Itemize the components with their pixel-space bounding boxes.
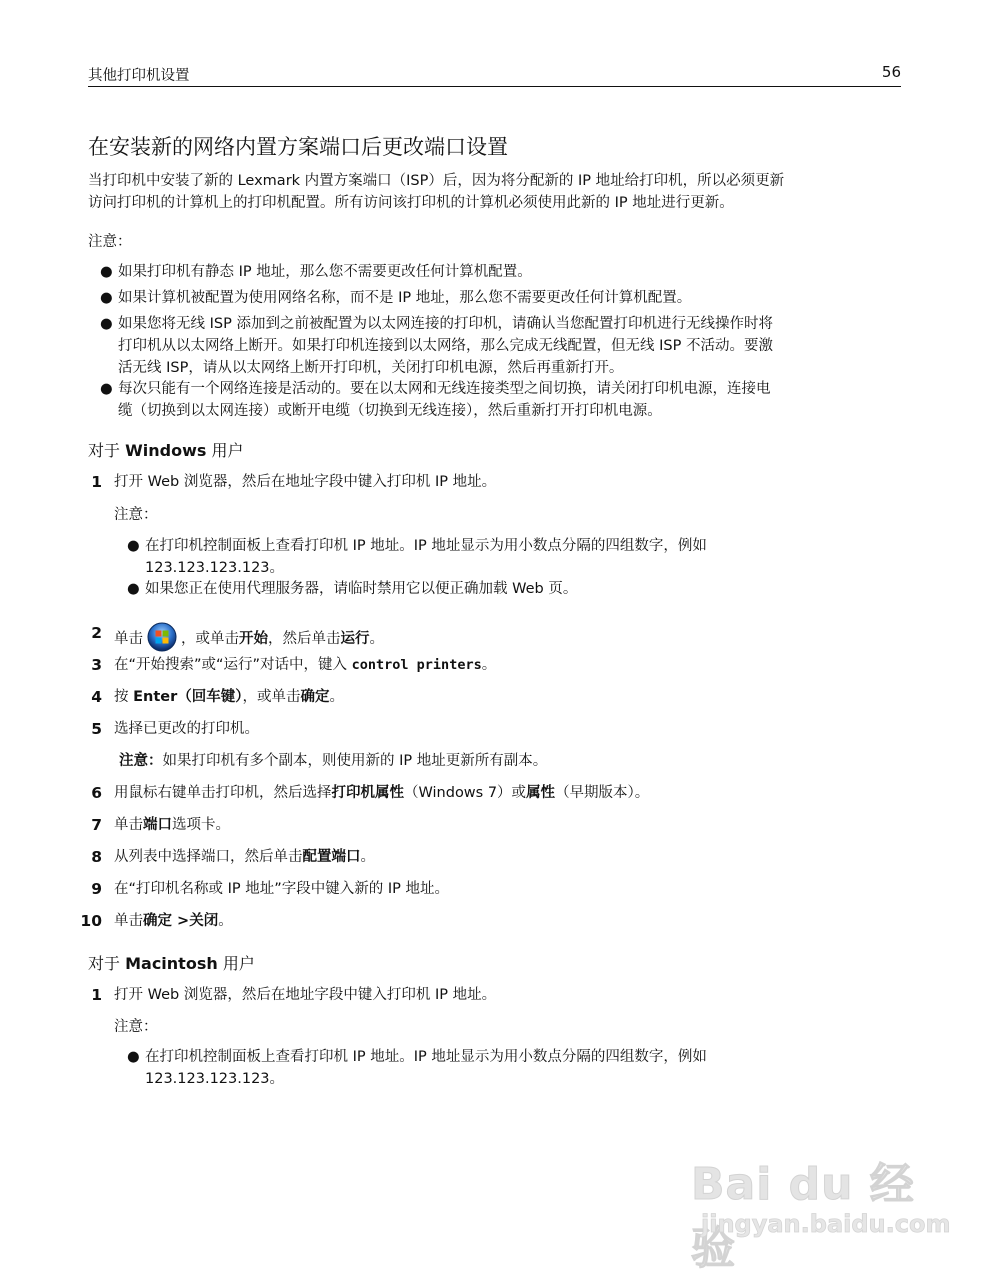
windows-step-10: 10 单击确定 >关闭。 <box>80 912 233 930</box>
section-title: 其他打印机设置 <box>88 68 190 84</box>
bullet-icon: ● <box>100 290 113 306</box>
bullet-icon: ● <box>100 316 113 332</box>
macintosh-heading: 对于 Macintosh 用户 <box>88 954 255 973</box>
windows-start-orb-icon[interactable] <box>147 622 177 652</box>
watermark-brand: Bai du 经验 <box>691 1159 915 1274</box>
mac-note-item: ● 在打印机控制面板上查看打印机 IP 地址。IP 地址显示为用小数点分隔的四组数字，例如 123.123.123.123。 <box>145 1046 925 1090</box>
note-item: ● 如果计算机被配置为使用网络名称，而不是 IP 地址，那么您不需要更改任何计算机配置。 <box>118 287 898 309</box>
windows-heading: 对于 Windows 用户 <box>88 441 244 460</box>
note-item: ● 如果打印机有静态 IP 地址，那么您不需要更改任何计算机配置。 <box>118 261 898 283</box>
page-number: 56 <box>881 63 901 81</box>
intro-paragraph: 当打印机中安装了新的 Lexmark 内置方案端口（ISP）后，因为将分配新的 IP 地址给打印机，所以必须更新 访问打印机的计算机上的打印机配置。所有访问该打印机的计算机必须使用此新的 IP 地址进行更新。 <box>88 173 785 211</box>
windows-step-9: 9 在“打印机名称或 IP 地址”字段中键入新的 IP 地址。 <box>91 880 449 898</box>
windows-step-1: 1 打开 Web 浏览器，然后在地址字段中键入打印机 IP 地址。 <box>91 473 497 491</box>
windows-step-4: 4 按 Enter（回车键），或单击确定。 <box>91 688 345 706</box>
step-note-item: ● 在打印机控制面板上查看打印机 IP 地址。IP 地址显示为用小数点分隔的四组数字，例如 123.123.123.123。 <box>145 535 925 579</box>
bullet-icon: ● <box>127 1049 140 1065</box>
windows-step-5: 5 选择已更改的打印机。 <box>91 720 259 738</box>
step-note-item: ● 如果您正在使用代理服务器，请临时禁用它以便正确加载 Web 页。 <box>145 578 925 600</box>
bullet-icon: ● <box>127 581 140 597</box>
windows-step-7: 7 单击端口选项卡。 <box>91 816 230 834</box>
notes-label: 注意： <box>88 234 132 250</box>
page-title: 在安装新的网络内置方案端口后更改端口设置 <box>88 135 508 159</box>
mac-notes-label: 注意： <box>114 1019 158 1035</box>
note-item: ● 每次只能有一个网络连接是活动的。要在以太网和无线连接类型之间切换，请关闭打印机电源，连接电 缆（切换到以太网连接）或断开电缆（切换到无线连接），然后重新打开打印机电源。 <box>118 378 898 422</box>
windows-step5-note: 注意：如果打印机有多个副本，则使用新的 IP 地址更新所有副本。 <box>119 753 548 769</box>
bullet-icon: ● <box>100 264 113 280</box>
windows-step-3: 3 在“开始搜索”或“运行”对话中，键入 control printers。 <box>91 656 497 674</box>
windows-step1-notes-label: 注意： <box>114 507 158 523</box>
windows-step-8: 8 从列表中选择端口，然后单击配置端口。 <box>91 848 375 866</box>
windows-step-6: 6 用鼠标右键单击打印机，然后选择打印机属性（Windows 7）或属性（早期版本）。 <box>91 784 650 802</box>
page-header <box>88 62 901 87</box>
bullet-icon: ● <box>100 381 113 397</box>
watermark-url: jingyan.baidu.com <box>701 1210 951 1238</box>
note-item: ● 如果您将无线 ISP 添加到之前被配置为以太网连接的打印机，请确认当您配置打印机进行无线操作时将 打印机从以太网络上断开。如果打印机连接到以太网络，那么完成无线配置，但无线 ISP 不活动。要激 活无线 ISP，请从以太网络上断开打印机，关闭打印机电源，然后再重新打开。 <box>118 313 898 379</box>
mac-step-1: 1 打开 Web 浏览器，然后在地址字段中键入打印机 IP 地址。 <box>91 986 497 1004</box>
command-text: control printers <box>351 657 482 673</box>
baidu-jingyan-watermark <box>691 1148 951 1274</box>
windows-step-2: 2 单击 ，或单击开始，然后单击运行。 <box>114 622 384 652</box>
bullet-icon: ● <box>127 538 140 554</box>
